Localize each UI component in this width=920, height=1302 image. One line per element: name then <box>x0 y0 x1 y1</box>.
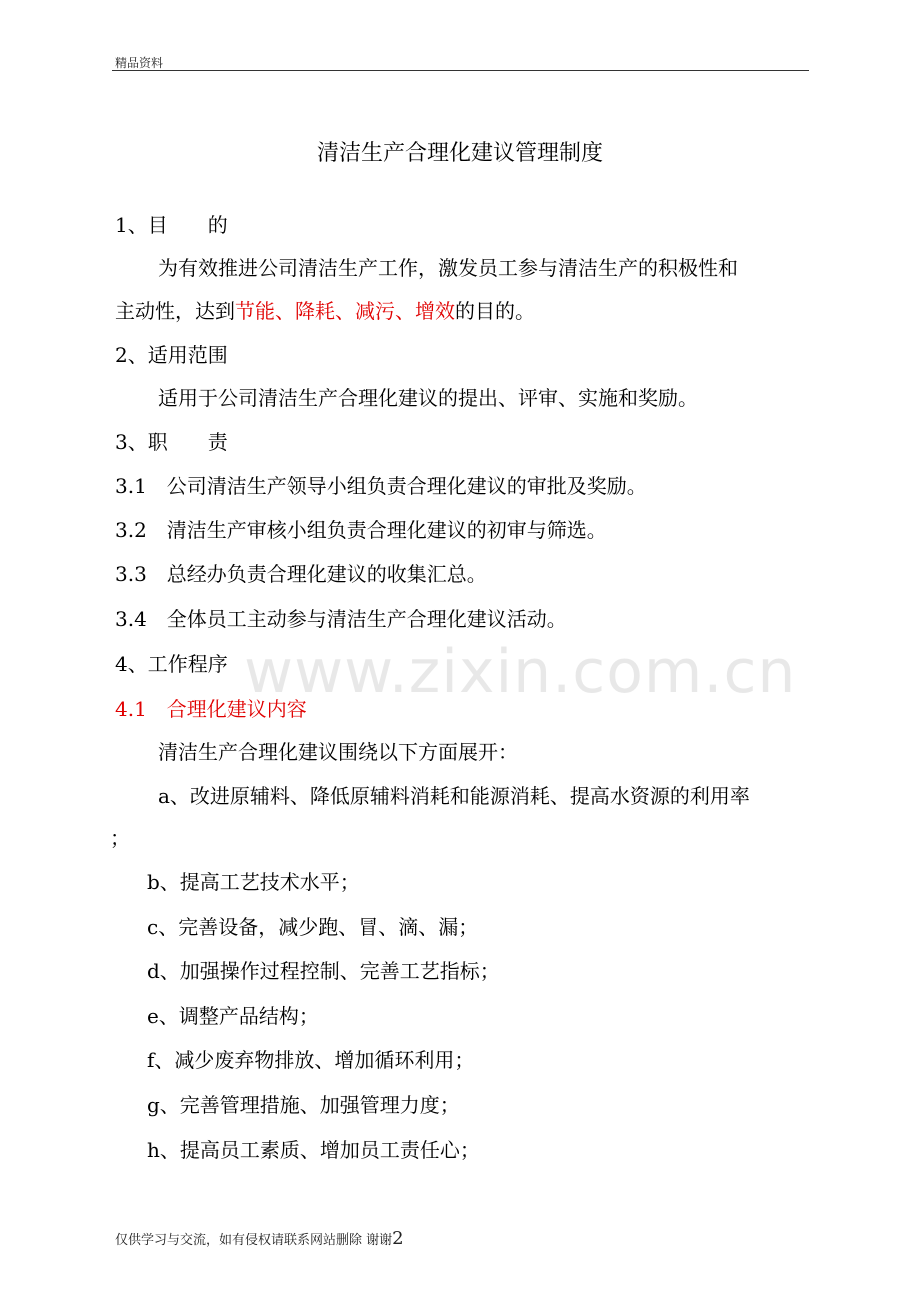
paragraph-purpose-line-1: 为有效推进公司清洁生产工作，激发员工参与清洁生产的积极性和 <box>158 256 738 280</box>
list-item-h: h、提高员工素质、增加员工责任心； <box>147 1138 480 1162</box>
page-header: 精品资料 <box>115 56 164 70</box>
item-3-1: 3.1 公司清洁生产领导小组负责合理化建议的审批及奖励。 <box>115 474 647 498</box>
section-4-heading: 4、工作程序 <box>115 652 228 676</box>
item-3-4: 3.4 全体员工主动参与清洁生产合理化建议活动。 <box>115 607 567 631</box>
purpose-text-suffix: 的目的。 <box>455 299 535 323</box>
footer-text: 仅供学习与交流，如有侵权请联系网站删除 谢谢 <box>115 1233 393 1248</box>
list-item-c: c、完善设备，减少跑、冒、滴、漏； <box>147 915 479 939</box>
list-item-d: d、加强操作过程控制、完善工艺指标； <box>147 959 500 983</box>
paragraph-content-intro: 清洁生产合理化建议围绕以下方面展开： <box>158 740 518 764</box>
list-item-a-continuation: ； <box>110 826 130 850</box>
list-item-b: b、提高工艺技术水平； <box>147 870 360 894</box>
watermark: www.zixin.com.cn <box>244 637 797 707</box>
page-footer <box>115 1228 404 1249</box>
section-1-heading: 1、目 的 <box>115 213 228 237</box>
item-3-3: 3.3 总经办负责合理化建议的收集汇总。 <box>115 562 487 586</box>
section-2-heading: 2、适用范围 <box>115 343 228 367</box>
header-rule <box>112 70 809 71</box>
list-item-e: e、调整产品结构； <box>147 1004 319 1028</box>
list-item-g: g、完善管理措施、加强管理力度； <box>147 1093 460 1117</box>
paragraph-purpose-line-2 <box>115 298 535 324</box>
purpose-emphasis-text: 节能、降耗、减污、增效 <box>235 299 455 323</box>
paragraph-scope: 适用于公司清洁生产合理化建议的提出、评审、实施和奖励。 <box>158 386 698 410</box>
purpose-text-prefix: 主动性，达到 <box>115 299 235 323</box>
document-title: 清洁生产合理化建议管理制度 <box>316 141 603 166</box>
item-3-2: 3.2 清洁生产审核小组负责合理化建议的初审与筛选。 <box>115 518 607 542</box>
section-4-1-heading: 4.1 合理化建议内容 <box>115 697 307 721</box>
section-3-heading: 3、职 责 <box>115 430 228 454</box>
page-number: 2 <box>392 1228 404 1249</box>
list-item-a: a、改进原辅料、降低原辅料消耗和能源消耗、提高水资源的利用率 <box>158 784 750 808</box>
list-item-f: f、减少废弃物排放、增加循环利用； <box>147 1048 475 1072</box>
